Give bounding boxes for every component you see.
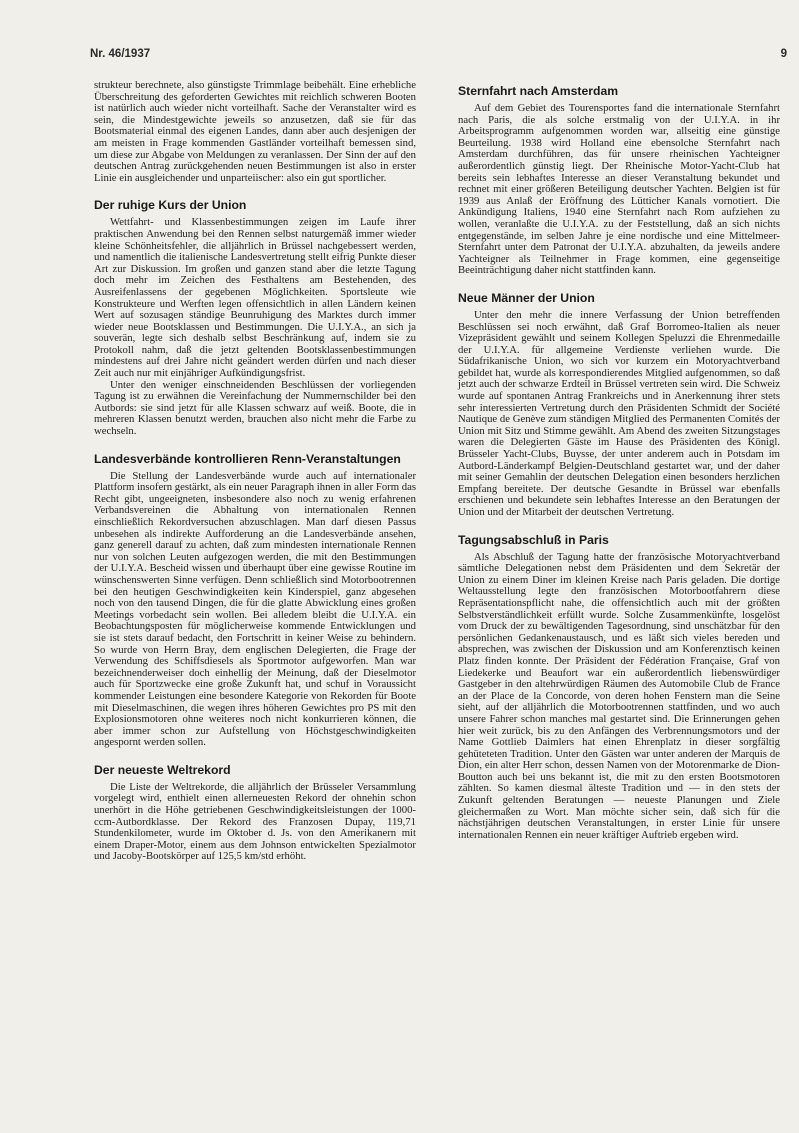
paragraph: Die Stellung der Landesverbände wurde auch auf internationaler Plattform insofern gestärkt, als ein neuer Paragraph ihnen in aller Form das Recht gibt, ungeeigneten, insbesondere also noch zu wenig erfahrenen Verbandsvereinen die Abhaltung von internationalen Rennen einschließlich Rekordversuchen abzuschlagen. Man darf diesen Passus unbesehen als indirekte Aufforderung an die Landesverbände ansehen, ganz generell darauf zu achten, daß zum mindesten internationale Rennen nur von solchen Leuten aufgezogen werden, die mit den Bestimmungen der U.I.Y.A. Bescheid wissen und überhaupt über eine gewisse Routine im wünschenswerten Sinne verfügen. Denn schließlich sind Motorbootrennen bei den heutigen Geschwindigkeiten kein Kinderspiel, ganz abgesehen noch von den tausend Dingen, die für die glatte Abwicklung eines großen Meetings vorbedacht sein wollen. Bei alledem bleibt die U.I.Y.A. ein Beobachtungsposten für möglicherweise kommende Entwicklungen und sie ist stets darauf bedacht, den Fortschritt in keiner Weise zu behindern. So wurde von Herrn Bray, dem englischen Delegierten, die Frage der Verwendung des Schiffsdiesels als Sportmotor aufgeworfen. Man war bezeichnenderweiser doch einhellig der Meinung, daß der Dieselmotor auch für Sportzwecke eine große Zukunft hat, und schuf in Voraussicht kommender Leistungen eine besondere Kategorie von Rekorden für Boote mit Dieselmaschinen, die wegen ihres höheren Gewichtes pro PS mit den Explosionsmotoren ohne weiteres noch nicht konkurrieren können, die aber immer schon zur Aufstellung von Höchstgeschwindigkeiten angespornt werden sollen. xyxy=(94,469,416,749)
paragraph: Wettfahrt- und Klassenbestimmungen zeigen im Laufe ihrer praktischen Anwendung bei den Rennen selbst naturgemäß immer wieder kleine Schönheitsfehler, die alljährlich in Brüssel nachgebessert werden, und namentlich die italienische Landesvertretung stellt eifrig Punkte dieser Art zur Diskussion. Im großen und ganzen stand aber die letzte Tagung doch mehr im Zeichen des Festhaltens am Bestehenden, des Ausreifenlassens der gegebenen Möglichkeiten. Sportsleute wie Konstrukteure und Werften legen offensichtlich in allen Ländern keinen Wert auf sozusagen ständige Beunruhigung des Marktes durch immer wieder neue Bootsklassen und Bestimmungen. Die U.I.Y.A., an sich ja souverän, legte sich deshalb selbst Beschränkung auf, indem sie zu Protokoll nahm, daß die jetzt geltenden Bootsklassenbestimmungen mindestens auf drei Jahre nicht geändert werden dürfen und nach dieser Zeit auch nur mit einjähriger Aufkündigungsfrist. xyxy=(94,216,416,380)
paragraph: strukteur berechnete, also günstigste Trimmlage beibehält. Eine erhebliche Überschreitung des geforderten Gewichtes mit reichlich schweren Booten ist natürlich auch wieder nicht vorteilhaft. Sache der Veranstalter wird es sein, die Mindestgewichte jeweils so anzusetzen, daß sie für das Bootsmaterial einmal des eigenen Landes, dann aber auch desjenigen der am meisten in Frage kommenden Gastländer vorteilhaft bemessen sind, um diese zur Abgabe von Meldungen zu veranlassen. Der Sinn der auf den deutschen Antrag zurückgehenden neuen Bestimmungen ist also in erster Linie ein ausgleichender und unparteiischer: also ein gut sportlicher. xyxy=(94,79,416,184)
section-heading: Sternfahrt nach Amsterdam xyxy=(458,84,619,98)
paragraph: Unter den mehr die innere Verfassung der Union betreffenden Beschlüssen sei noch erwähnt, daß Graf Borromeo-Italien als neuer Vizepräsident gewählt und seinem Kollegen Speluzzi die Ehrenmedaille der U.I.Y.A. für allgemeine Verdienste verliehen wurde. Die Südafrikanische Union, wo sich vor kurzem ein Motoryachtverband gebildet hat, wurde als korrespondierendes Mitglied aufgenommen, so daß jetzt auch der schwarze Erdteil in Brüssel vertreten sein wird. Die Schweiz wurde auf spontanen Antrag Frankreichs und in Anerkennung ihrer stets sehr interessierten Vertretung durch den Präsidenten Schmidt der Société Nautique de Genève zum ständigen Mitglied des Permanenten Comités der Union mit Sitz und Stimme gewählt. Am Abend des zweiten Sitzungstages waren die Delegierten Gäste im Hause des Präsidenten des Königl. Brüsseler Yacht-Clubs, Buysse, der unter anderem auch in Potsdam im Autbord-Länderkampf Belgien-Deutschland gestartet war, und der daher mit seiner Gemahlin der deutschen Delegation einen besonders herzlichen Empfang bereitete. Der deutsche Gesandte in Brüssel war ebenfalls erschienen und bekundete sein lebhaftes Interesse an den Beratungen der Union und der Mitarbeit der deutschen Vertretung. xyxy=(458,308,780,518)
page-header xyxy=(90,48,787,60)
left-column xyxy=(94,80,416,863)
paragraph: Unter den weniger einschneidenden Beschlüssen der vorliegenden Tagung ist zu erwähnen die Vereinfachung der Nummernschilder bei den Autbords: sie sind jetzt für alle Klassen schwarz auf weiß. Boote, die in mehreren Klassen benutzt werden, brauchen also nicht mehr die Farbe zu wechseln. xyxy=(94,378,416,438)
section-heading: Tagungsabschluß in Paris xyxy=(458,532,609,547)
paragraph: Auf dem Gebiet des Tourensportes fand die internationale Sternfahrt nach Paris, die als solche erstmalig von der U.I.Y.A. in ihr Arbeitsprogramm aufgenommen worden war, allseitig eine günstige Beurteilung. 1938 wird Holland eine ebensolche Sternfahrt nach Amsterdam durchführen, das für unsere rheinischen Yachteigner außerordentlich günstig liegt. Der Rheinische Motor-Yacht-Club hat bereits sein lebhaftes Interesse an dieser Veranstaltung bekundet und rechnet mit einer größeren Beteiligung deutscher Yachten. Belgien ist für 1939 aus Anlaß der Eröffnung des Lütticher Kanals vornotiert. Die Ankündigung Italiens, 1940 eine Sternfahrt nach Rom aufziehen zu wollen, veranlaßte die U.I.Y.A. zu der Feststellung, daß an sich nichts entgegenstände, im selben Jahre je eine nordische und eine Mittelmeer-Sternfahrt unter dem Patronat der U.I.Y.A. abzuhalten, da jeweils andere Yachteigner als Teilnehmer in Frage kommen, eine gegenseitige Beeinträchtigung daher nicht stattfinden kann. xyxy=(458,102,780,277)
section-heading: Neue Männer der Union xyxy=(458,290,595,305)
paragraph: Als Abschluß der Tagung hatte der französische Motoryachtverband sämtliche Delegationen nebst dem Präsidenten und dem Sekretär der Union zu einem Diner im kleinen Kreise nach Paris geladen. Die dortige Weltausstellung legte den französischen Motorbootfahrern diese Repräsentationspflicht nahe, die offensichtlich auch mit der größten Selbstverständlichkeit erfüllt wurde. Solche Zusammenkünfte, losgelöst vom Druck der zu bewältigenden Tagesordnung, sind unschätzbar für den persönlichen Gedankenaustausch, und es läßt sich vieles bereden und absprechen, was zwischen der Diskussion und am Konferenztisch keinen Platz finden konnte. Der Präsident der Fédération Française, Graf von Liedekerke und Beaufort war ein außerordentlich liebenswürdiger Gastgeber in den altehrwürdigen Räumen des Automobile Club de France an der Place de la Concorde, von deren hohen Fenstern man die Seine sieht, auf der alljährlich die Motorbootrennen stattfinden, und wo auch unsere Fahrer schon manches mal gestartet sind. Die Erinnerungen gehen hier weit zurück, bis zu den Anfängen des Verbrennungsmotors und der Name Gottlieb Daimlers hat einen Ehrenplatz in dieser sorgfältig gehüteteten Tradition. Unter den Gästen war unter anderen der Marquis de Dion, ein alter Herr schon, dessen Namen von der Motorenmarke de Dion-Boutton auch bei uns bekannt ist, die mit zu den ersten Bootsmotoren zählten. So kamen diesmal älteste Tradition und — in den stets der Zukunft geltenden Beratungen — neueste Planungen und Ziele gleichermaßen zu Wort. Man möchte sicher sein, daß sich für die nächstjährigen deutschen Veranstaltungen, in erster Linie für unsere internationalen Rennen ein neuer kräftiger Auftrieb ergeben wird. xyxy=(458,550,780,841)
paragraph: Die Liste der Weltrekorde, die alljährlich der Brüsseler Versammlung vorgelegt wird, enthielt einen allerneuesten Rekord der ohnehin schon unerhört in die Höhe getriebenen Geschwindigkeitsleistungen der 1000-ccm-Autbordklasse. Der Rekord des Franzosen Dupay, 119,71 Stundenkilometer, wurde im Oktober d. Js. von den Amerikanern mit einem Draper-Motor, einem aus dem Johnson entwickelten Spezialmotor und Jacoby-Bootskörper auf 125,5 km/std erhöht. xyxy=(94,780,416,863)
section-heading: Der neueste Weltrekord xyxy=(94,762,231,777)
page-number: 9 xyxy=(780,48,787,60)
right-column xyxy=(458,80,780,841)
issue-number: Nr. 46/1937 xyxy=(90,48,151,60)
section-heading: Landesverbände kontrollieren Renn-Veranstaltungen xyxy=(94,451,401,466)
section-heading: Der ruhige Kurs der Union xyxy=(94,198,247,213)
